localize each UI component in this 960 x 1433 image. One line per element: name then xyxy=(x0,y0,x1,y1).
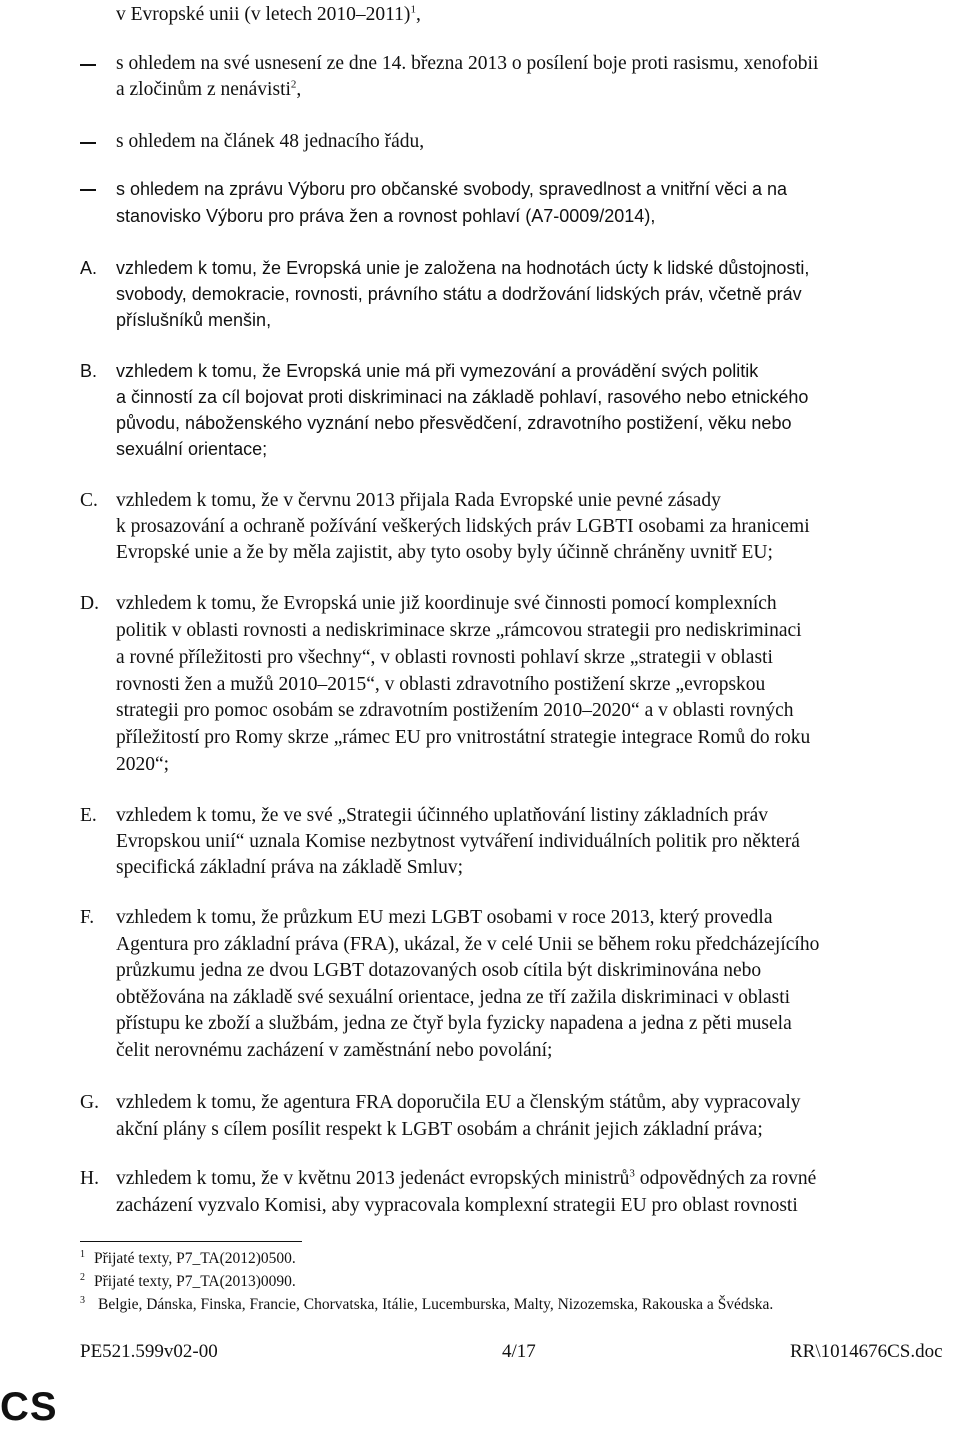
recital-d-line-1: vzhledem k tomu, že Evropská unie již koordinuje své činnosti pomocí komplexních xyxy=(116,593,777,614)
footnote-1-text: Přijaté texty, P7_TA(2012)0500. xyxy=(94,1250,296,1267)
recital-a-marker: A. xyxy=(80,258,98,278)
recital-g-marker: G. xyxy=(80,1092,99,1113)
recital-b-line-3: původu, náboženského vyznání nebo přesvědčení, zdravotního postižení, věku nebo xyxy=(116,413,792,433)
intro-tail: , xyxy=(415,4,421,25)
footnote-ref-3: 3 xyxy=(629,1167,635,1180)
citation-1-line-2 xyxy=(116,77,301,103)
recital-g-line-1: vzhledem k tomu, že agentura FRA doporučila EU a členským státům, aby vypracovaly xyxy=(116,1092,801,1113)
recital-d-line-2: politik v oblasti rovnosti a nediskriminace skrze „rámcovou strategii pro nediskriminaci xyxy=(116,620,802,641)
footer-doc-code: PE521.599v02-00 xyxy=(80,1341,218,1362)
citation-3-line-2: stanovisko Výboru pro práva žen a rovnost pohlaví (A7-0009/2014), xyxy=(116,206,656,226)
recital-b-line-2: a činností za cíl bojovat proti diskriminaci na základě pohlaví, rasového nebo etnického xyxy=(116,387,809,407)
recital-d-line-3: a rovné příležitosti pro všechny“, v oblasti rovnosti pohlaví skrze „strategii v oblasti xyxy=(116,647,773,668)
recital-f-line-2: Agentura pro základní práva (FRA), ukázal, že v celé Unii se během roku předcházejícího xyxy=(116,934,820,955)
recital-c-line-3: Evropské unie a že by měla zajistit, aby tyto osoby byly účinně chráněny uvnitř EU; xyxy=(116,542,773,563)
citation-dash-2 xyxy=(80,142,96,144)
footnote-ref-2: 2 xyxy=(290,78,297,91)
recital-f-marker: F. xyxy=(80,907,95,928)
recital-h-line-2: zacházení vyzvalo Komisi, aby vypracovala komplexní strategii EU pro oblast rovnosti xyxy=(116,1195,798,1216)
recital-b-marker: B. xyxy=(80,361,98,381)
recital-f-line-6: čelit nerovnému zacházení v zaměstnání nebo povolání; xyxy=(116,1040,553,1061)
footnote-3: 3 Belgie, Dánska, Finska, Francie, Chorvatska, Itálie, Lucemburska, Malty, Nizozemska, Rakouska a Švédska. xyxy=(80,1294,774,1313)
recital-h-tail: odpovědných za rovné xyxy=(634,1168,817,1189)
recital-e-line-3: specifická základní práva na základě Smluv; xyxy=(116,857,464,878)
recital-h-marker: H. xyxy=(80,1168,99,1189)
recital-d-line-4: rovnosti žen a mužů 2010–2015“, v oblasti zdravotního postižení skrze „evropskou xyxy=(116,674,766,695)
recital-a-line-2: svobody, demokracie, rovnosti, právního státu a dodržování lidských práv, včetně práv xyxy=(116,284,802,304)
recital-d-line-5: strategii pro pomoc osobám se zdravotním postižením 2010–2020“ a v oblasti rovných xyxy=(116,700,794,721)
recital-d-line-6: příležitostí pro Romy skrze „rámec EU pro vnitrostátní strategie integrace Romů do roku xyxy=(116,727,811,748)
footnote-separator xyxy=(80,1241,302,1242)
recital-g-line-2: akční plány s cílem posílit respekt k LGBT osobám a chránit jejich základní práva; xyxy=(116,1119,763,1140)
citation-1-line-1: s ohledem na své usnesení ze dne 14. března 2013 o posílení boje proti rasismu, xenofobii xyxy=(116,53,819,74)
footer-file-ref: RR\1014676CS.doc xyxy=(790,1341,943,1362)
recital-h-line-1 xyxy=(116,1166,816,1192)
recital-f-line-3: průzkumu jedna ze dvou LGBT dotazovaných osob cítila být diskriminována nebo xyxy=(116,960,762,981)
recital-c-line-1: vzhledem k tomu, že v červnu 2013 přijala Rada Evropské unie pevné zásady xyxy=(116,490,721,511)
recital-c-marker: C. xyxy=(80,490,98,511)
recital-e-line-1: vzhledem k tomu, že ve své „Strategii účinného uplatňování listiny základních práv xyxy=(116,805,768,826)
recital-d-marker: D. xyxy=(80,593,99,614)
footnote-2-text: Přijaté texty, P7_TA(2013)0090. xyxy=(94,1273,296,1290)
recital-b-line-4: sexuální orientace; xyxy=(116,439,268,459)
intro-text: v Evropské unii (v letech 2010–2011) xyxy=(116,4,411,25)
citation-dash-1 xyxy=(80,64,96,66)
footnote-2: 2 Přijaté texty, P7_TA(2013)0090. xyxy=(80,1271,296,1290)
recital-a-line-3: příslušníků menšin, xyxy=(116,310,272,330)
citation-1-tail: , xyxy=(296,79,302,100)
citation-1-text: a zločinům z nenávisti xyxy=(116,79,291,100)
recital-c-line-2: k prosazování a ochraně požívání veškerých lidských práv LGBTI osobami za hranicemi xyxy=(116,516,810,537)
recital-h-text: vzhledem k tomu, že v květnu 2013 jedenáct evropských ministrů xyxy=(116,1168,630,1189)
language-code: CS xyxy=(0,1385,58,1429)
citation-dash-3 xyxy=(80,189,96,191)
footnote-ref-1: 1 xyxy=(410,3,416,16)
footnote-3-text: Belgie, Dánska, Finska, Francie, Chorvatska, Itálie, Lucemburska, Malty, Nizozemska, Rakouska a Švédska. xyxy=(98,1296,774,1313)
citation-2-line-1: s ohledem na článek 48 jednacího řádu, xyxy=(116,131,425,152)
recital-a-line-1: vzhledem k tomu, že Evropská unie je založena na hodnotách úcty k lidské důstojnosti, xyxy=(116,258,810,278)
recital-e-marker: E. xyxy=(80,805,97,826)
recital-f-line-4: obtěžována na základě své sexuální orientace, jedna ze tří zažila diskriminaci v oblasti xyxy=(116,987,791,1008)
recital-b-line-1: vzhledem k tomu, že Evropská unie má při vymezování a provádění svých politik xyxy=(116,361,759,381)
citation-3-line-1: s ohledem na zprávu Výboru pro občanské svobody, spravedlnost a vnitřní věci a na xyxy=(116,179,788,199)
footnote-1: 1 Přijaté texty, P7_TA(2012)0500. xyxy=(80,1248,296,1267)
recital-f-line-1: vzhledem k tomu, že průzkum EU mezi LGBT osobami v roce 2013, který provedla xyxy=(116,907,773,928)
footer-page-number: 4/17 xyxy=(502,1341,536,1362)
intro-line xyxy=(116,2,421,28)
recital-d-line-7: 2020“; xyxy=(116,754,170,775)
recital-f-line-5: přístupu ke zboží a službám, jedna ze čtyř byla fyzicky napadena a jedna z pěti musela xyxy=(116,1013,792,1034)
recital-e-line-2: Evropskou unií“ uznala Komise nezbytnost vytváření individuálních politik pro některá xyxy=(116,831,800,852)
